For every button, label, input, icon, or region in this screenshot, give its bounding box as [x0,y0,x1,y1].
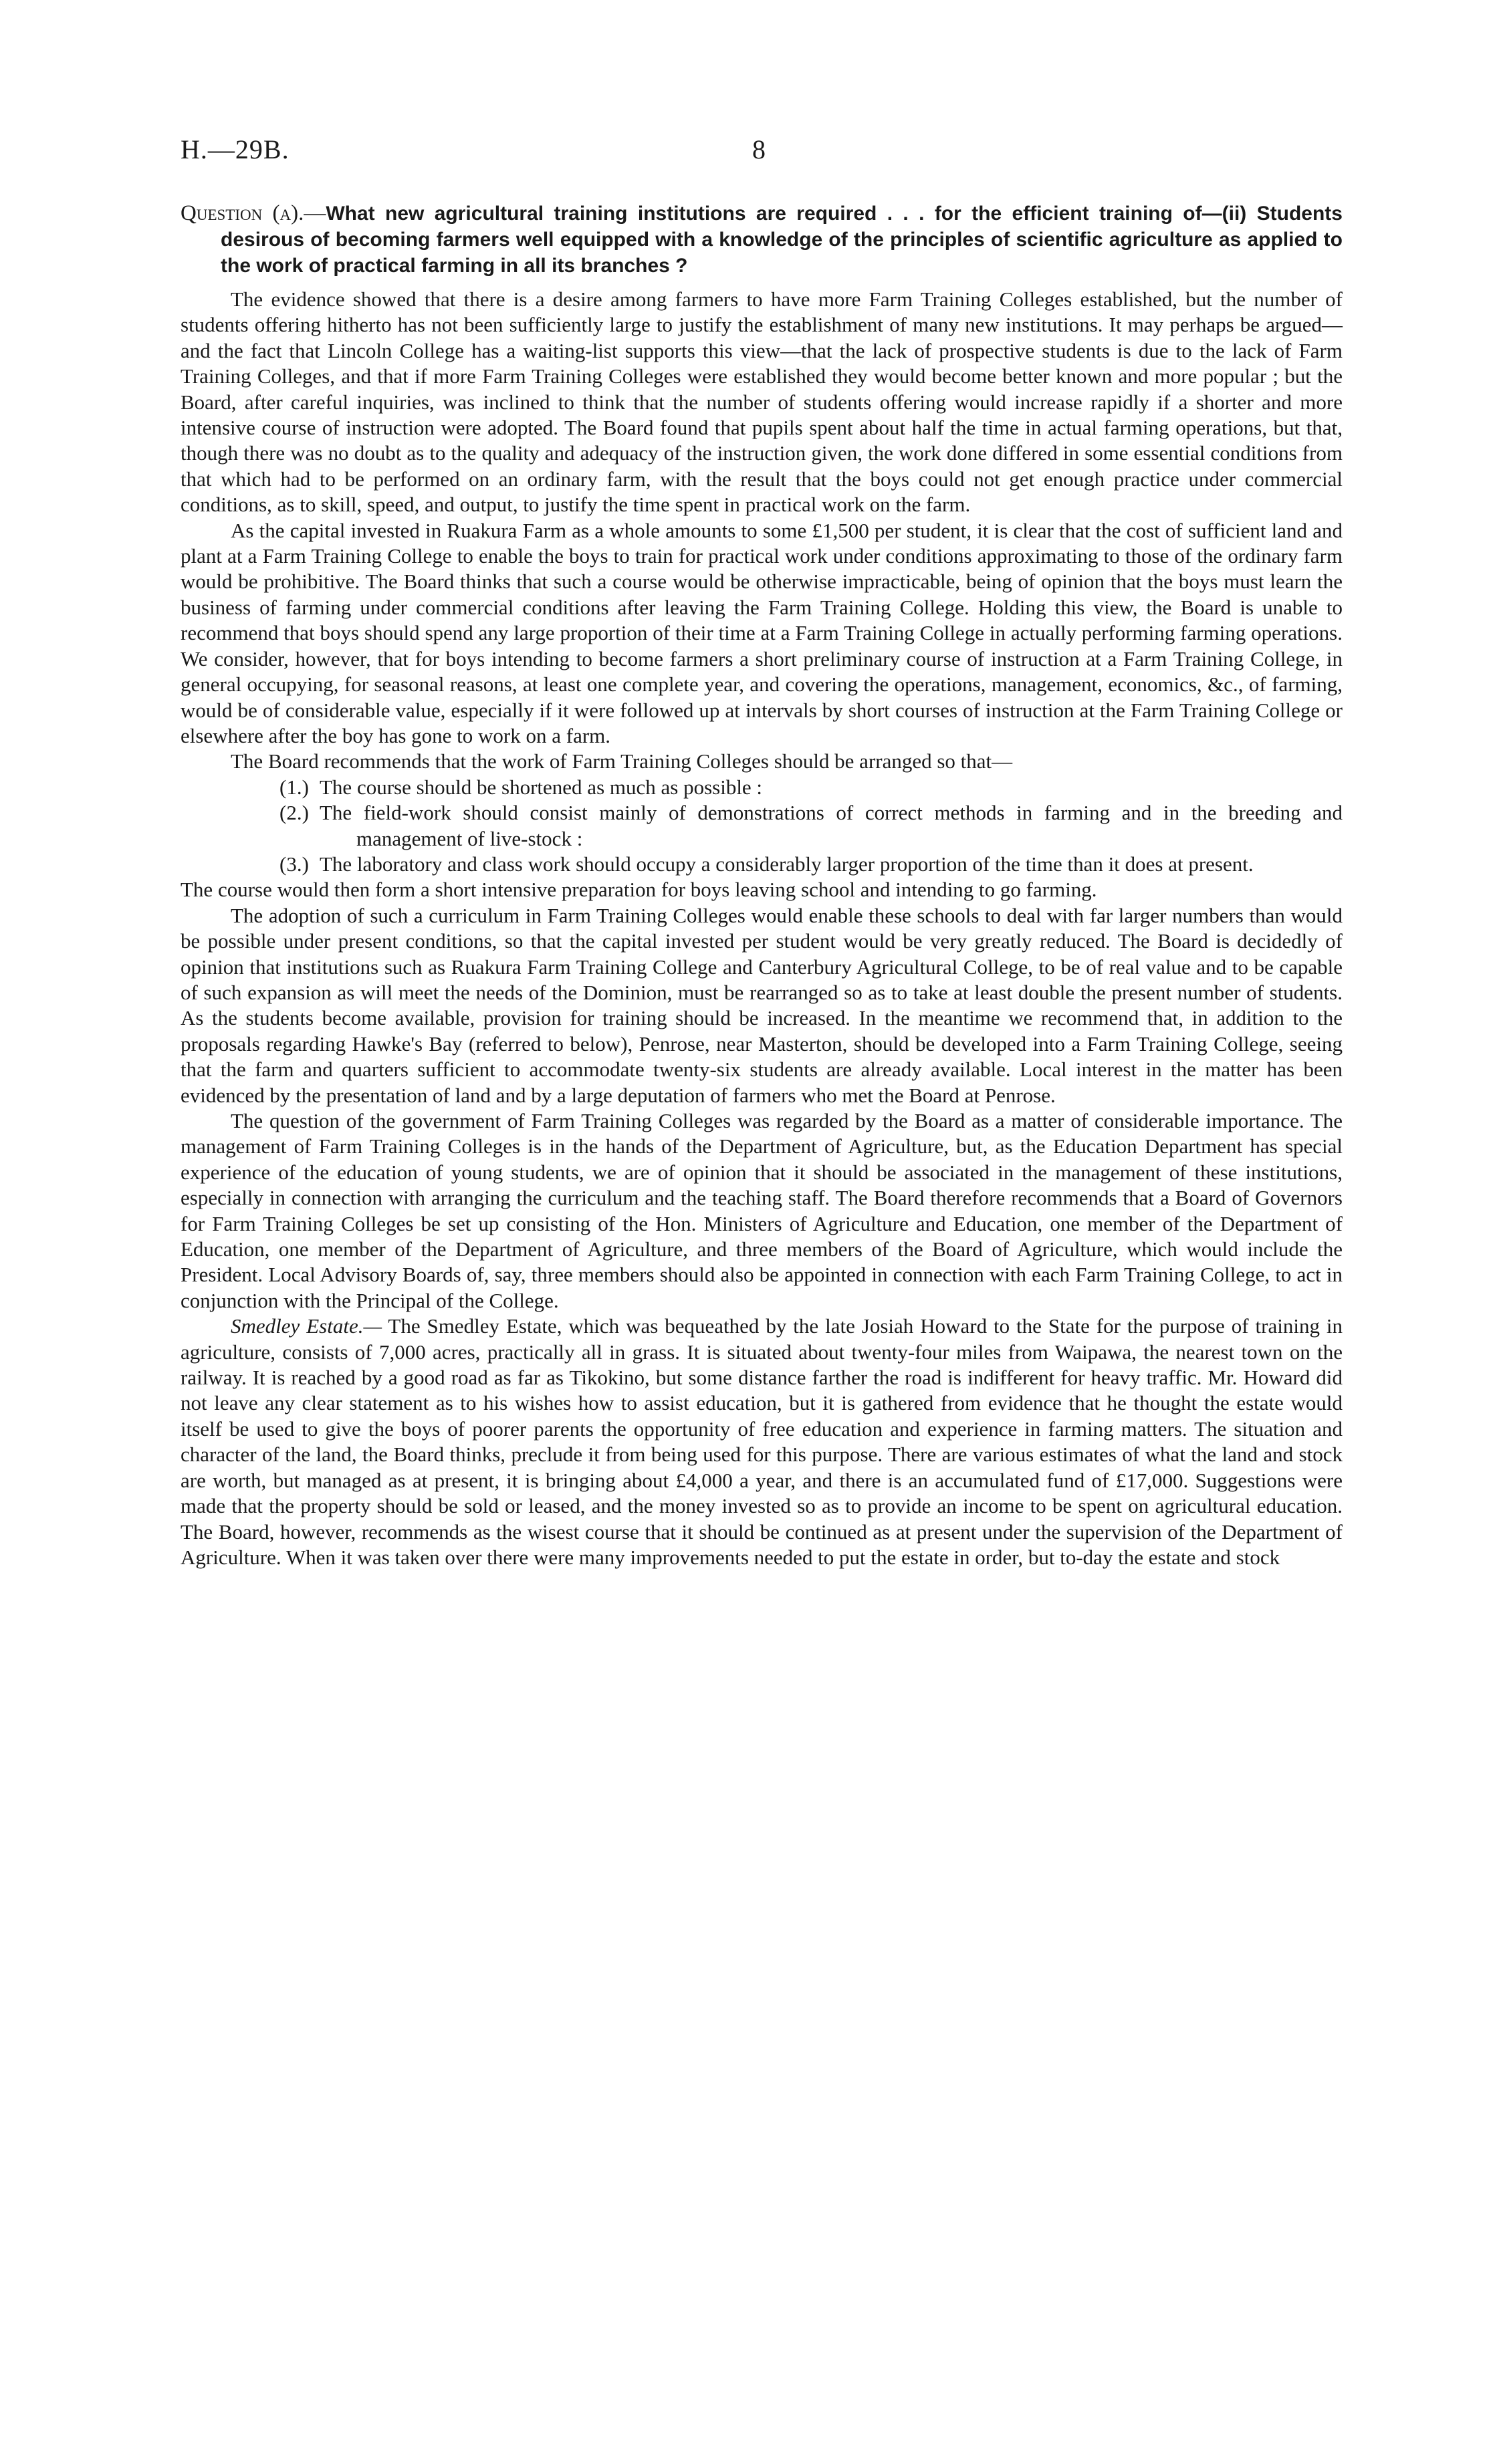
document-page [181,134,1343,1570]
smedley-text: The Smedley Estate, which was bequeathed by the late Josiah Howard to the State for the purpose of training in agriculture, consists of 7,000 acres, practically all in grass. It is situated about twenty-four miles from Waipawa, the nearest town on the railway. It is reached by a good road as far as Tikokino, but some distance farther the road is indifferent for heavy traffic. Mr. Howard did not leave any clear statement as to his wishes how to assist education, but it is gathered from evidence that he thought the estate would itself be used to give the boys of poorer parents the opportunity of free education and experience in farming matters. The situation and character of the land, the Board thinks, preclude it from being used for this purpose. There are various estimates of what the land and stock are worth, but managed as at present, it is bringing about £4,000 a year, and there is an accumulated fund of £17,000. Suggestions were made that the property should be sold or leased, and the money invested so as to provide an income to be spent on agricultural education. The Board, however, recommends as the wisest course that it should be continued as at present under the supervision of the Department of Agriculture. When it was taken over there were many improvements needed to put the estate in order, but to-day the estate and stock [181,1314,1343,1569]
paragraph-curriculum: The adoption of such a curriculum in Farm Training Colleges would enable these schools to deal with far larger numbers than would be possible under present conditions, so that the capital invested per student would be very greatly reduced. The Board is decidedly of opinion that institutions such as Ruakura Farm Training College and Canterbury Agricultural College, to be of real value and to be capable of such expansion as will meet the needs of the Dominion, must be rearranged so as to take at least double the present number of students. As the students become available, provision for training should be increased. In the meantime we recommend that, in addition to the proposals regarding Hawke's Bay (referred to below), Penrose, near Masterton, should be developed into a Farm Training College, seeing that the farm and quarters sufficient to accommodate twenty-six students are already available. Local interest in the matter has been evidenced by the presentation of land and by a large deputation of farmers who met the Board at Penrose. [181,903,1343,1107]
paragraph-capital: As the capital invested in Ruakura Farm as a whole amounts to some £1,500 per student, it is clear that the cost of sufficient land and plant at a Farm Training College to enable the boys to train for practical work under conditions approximating to those of the ordinary farm would be prohibitive. The Board thinks that such a course would be otherwise impracticable, being of opinion that the boys must learn the business of farming under commercial conditions after leaving the Farm Training College. Holding this view, the Board is unable to recommend that boys should spend any large proportion of their time at a Farm Training College in actually performing farming operations. We consider, however, that for boys intending to become farmers a short preliminary course of instruction at a Farm Training College, in general occupying, for seasonal reasons, at least one complete year, and covering the operations, management, economics, &c., of farming, would be of considerable value, especially if it were followed up at intervals by short courses of instruction at the Farm Training College or elsewhere after the boy has gone to work on a farm. [181,518,1343,747]
running-head [181,134,1343,174]
paragraph-evidence: The evidence showed that there is a desire among farmers to have more Farm Training Colleges established, but the number of students offering hitherto has not been sufficiently large to justify the establishment of many new institutions. It may perhaps be argued—and the fact that Lincoln College has a waiting-list supports this view—that the lack of prospective students is due to the lack of Farm Training Colleges, and that if more Farm Training Colleges were established they would become better known and more popular ; but the Board, after careful inquiries, was inclined to think that the number of students offering would increase rapidly if a shorter and more intensive course of instruction were adopted. The Board found that pupils spent about half the time in actual farming operations, but that, though there was no doubt as to the quality and adequacy of the instruction given, the work done differed in some essential conditions from that which had to be performed on an ordinary farm, with the result that the boys could not get enough practice under commercial conditions, as to skill, speed, and output, to justify the time spent in practical work on the farm. [181,287,1343,517]
list-item-number: (3.) [279,852,309,876]
paragraph-course: The course would then form a short intensive preparation for boys leaving school and intending to go farming. [181,878,1097,902]
question-text: What new agricultural training institutions are required . . . for the efficient training of—(ii) Students desirous of becoming farmers well equipped with a knowledge of the principles of scientific agriculture as applied to the work of practical farming in all its branches ? [221,203,1343,277]
paragraph-government: The question of the government of Farm Training Colleges was regarded by the Board as a matter of considerable importance. The management of Farm Training Colleges is in the hands of the Department of Agriculture, but, as the Education Department has special experience of the education of young students, we are of opinion that it should be associated in the management of these institutions, especially in connection with arranging the curriculum and the teaching staff. The Board therefore recommends that a Board of Governors for Farm Training Colleges be set up consisting of the Hon. Ministers of Agriculture and Education, one member of the Department of Education, one member of the Department of Agriculture, and three members of the Board of Agriculture, which would include the President. Local Advisory Boards of, say, three members should also be appointed in connection with each Farm Training College, to act in conjunction with the Principal of the College. [181,1109,1343,1312]
list-item-text: The field-work should consist mainly of demonstrations of correct methods in farming and in the breeding and management of live-stock : [320,801,1343,850]
list-item-text: The course should be shortened as much as possible : [320,775,763,799]
document-reference: H.—29B. [181,134,290,164]
question-label: Question (a).— [181,201,326,225]
list-item [279,800,1343,852]
list-item [279,852,1343,877]
paragraph-smedley-estate [181,1314,1343,1570]
list-item-text: The laboratory and class work should occupy a considerably larger proportion of the time than it does at present. [320,852,1254,876]
list-item [279,775,1343,800]
question-heading [181,201,1343,279]
paragraph-recommends: The Board recommends that the work of Farm Training Colleges should be arranged so that— [231,749,1013,773]
page-number: 8 [752,134,766,164]
smedley-heading: Smedley Estate.— [231,1314,382,1338]
recommendations-list [181,775,1343,878]
list-item-number: (1.) [279,775,309,799]
list-item-number: (2.) [279,801,309,825]
